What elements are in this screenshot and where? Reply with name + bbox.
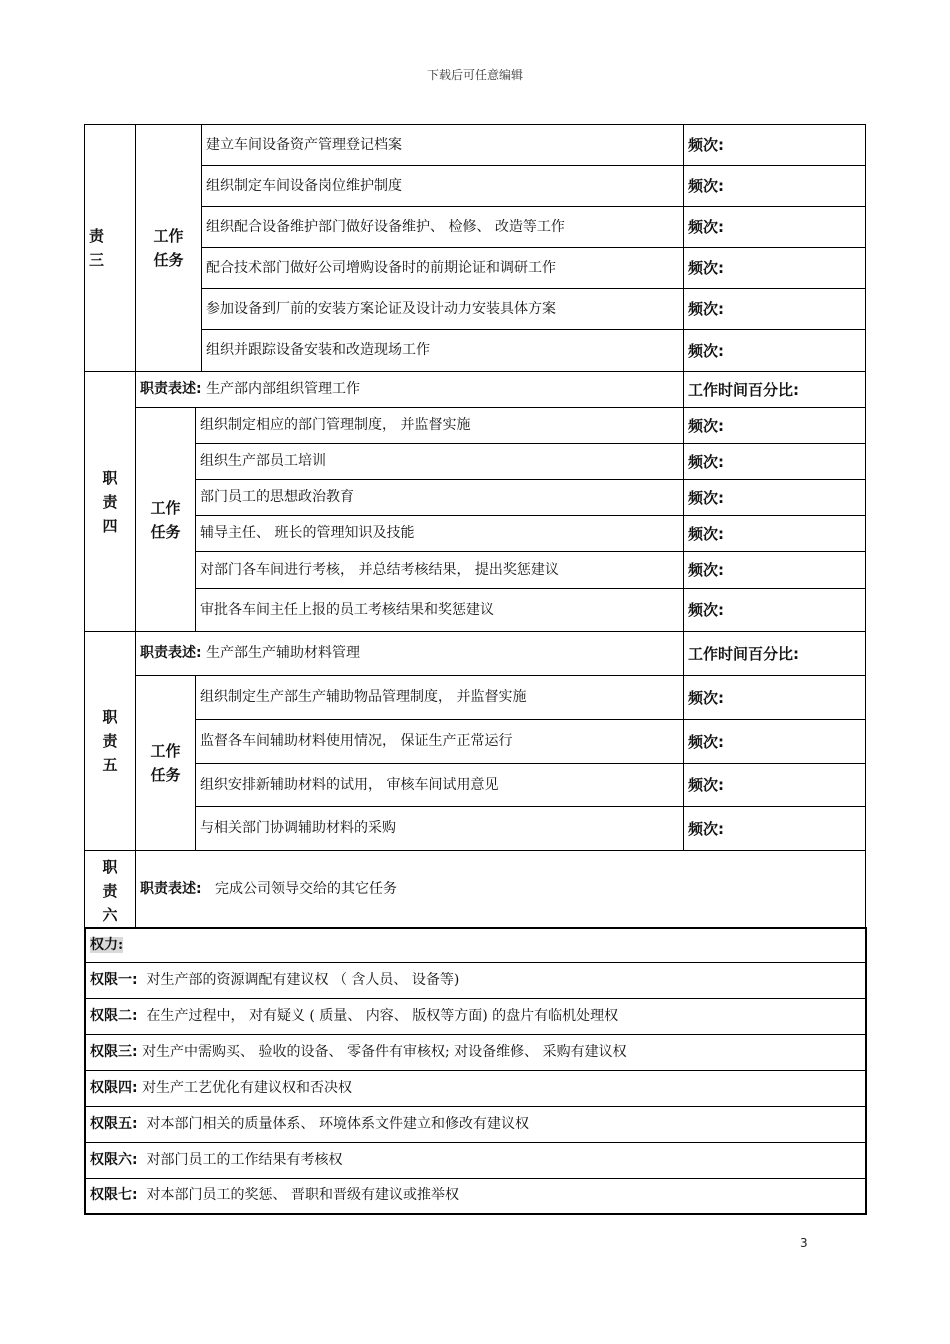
frequency-label: 频次: <box>684 516 866 552</box>
power-label: 权限六: <box>90 1151 138 1168</box>
duty4-description <box>136 372 684 408</box>
task-label-line: 任务 <box>153 251 184 269</box>
frequency-label: 频次: <box>684 589 866 632</box>
duty3-table <box>84 124 866 372</box>
duty3-task: 建立车间设备资产管理登记档案 <box>202 125 684 166</box>
duty3-task: 组织配合设备维护部门做好设备维护、 检修、 改造等工作 <box>202 207 684 248</box>
duty3-label-char: 三 <box>89 251 105 269</box>
duty4-label-char: 四 <box>102 516 118 535</box>
duty5-label <box>85 632 136 851</box>
duty3-task-label <box>136 125 202 372</box>
duty4-table <box>84 371 866 632</box>
task-label-line: 工作 <box>153 227 184 245</box>
power-label: 权限五: <box>90 1115 138 1132</box>
power-label: 权限三: <box>90 1043 138 1060</box>
duty5-task: 监督各车间辅助材料使用情况， 保证生产正常运行 <box>196 720 684 764</box>
power-item <box>85 962 866 998</box>
powers-table <box>84 927 867 1215</box>
duty4-task: 部门员工的思想政治教育 <box>196 480 684 516</box>
frequency-label: 频次: <box>684 764 866 807</box>
power-text: 对生产中需购买、 验收的设备、 零备件有审核权; 对设备维修、 采购有建议权 <box>142 1043 627 1060</box>
frequency-label: 频次: <box>684 807 866 851</box>
power-item <box>85 1142 866 1178</box>
task-label-line: 任务 <box>150 522 181 541</box>
duty4-label-char: 职 <box>102 468 118 487</box>
duty3-label <box>85 125 136 372</box>
power-text: 在生产过程中， 对有疑义 ( 质量、 内容、 版权等方面) 的盘片有临机处理权 <box>146 1007 619 1024</box>
frequency-label: 频次: <box>684 408 866 444</box>
duty5-label-char: 职 <box>102 708 118 726</box>
duty5-description <box>136 632 684 676</box>
frequency-label: 频次: <box>684 166 866 207</box>
frequency-label: 频次: <box>684 444 866 480</box>
duty4-task: 组织制定相应的部门管理制度， 并监督实施 <box>196 408 684 444</box>
frequency-label: 频次: <box>684 552 866 589</box>
duty3-task: 组织制定车间设备岗位维护制度 <box>202 166 684 207</box>
power-label: 权限七: <box>90 1187 138 1204</box>
duty5-task: 组织安排新辅助材料的试用， 审核车间试用意见 <box>196 764 684 807</box>
power-text: 对生产部的资源调配有建议权 （ 含人员、 设备等) <box>146 971 460 988</box>
power-text: 对生产工艺优化有建议权和否决权 <box>142 1079 353 1096</box>
description-label: 职责表述: <box>140 880 202 897</box>
duty3-task: 组织并跟踪设备安装和改造现场工作 <box>202 330 684 372</box>
work-time-percent-label: 工作时间百分比: <box>684 372 866 408</box>
power-label: 权限四: <box>90 1079 138 1096</box>
duty5-label-char: 五 <box>102 756 118 774</box>
duty6-label-char: 六 <box>102 906 118 924</box>
duty4-label <box>85 372 136 632</box>
page-number: 3 <box>800 1236 808 1250</box>
task-label-line: 任务 <box>150 766 181 784</box>
description-label: 职责表述: <box>140 381 202 398</box>
duty3-label-char: 责 <box>89 227 105 245</box>
powers-title-row <box>85 928 866 962</box>
power-item <box>85 1106 866 1142</box>
power-item <box>85 1178 866 1214</box>
duty4-task-label <box>136 408 196 632</box>
duty3-task: 配合技术部门做好公司增购设备时的前期论证和调研工作 <box>202 248 684 289</box>
frequency-label: 频次: <box>684 330 866 372</box>
powers-title: 权力: <box>90 936 124 953</box>
task-label-line: 工作 <box>150 742 181 760</box>
duty5-label-char: 责 <box>102 732 118 750</box>
page-header-note: 下载后可任意编辑 <box>426 68 523 82</box>
duty6-label-char: 职 <box>102 858 118 876</box>
frequency-label: 频次: <box>684 676 866 720</box>
frequency-label: 频次: <box>684 289 866 330</box>
power-label: 权限二: <box>90 1007 138 1024</box>
power-item <box>85 998 866 1034</box>
duty5-table <box>84 631 866 851</box>
duty6-label-char: 责 <box>102 882 118 900</box>
duty5-task-label <box>136 676 196 851</box>
frequency-label: 频次: <box>684 720 866 764</box>
duty6-description <box>136 851 866 928</box>
job-description-document <box>84 124 865 1215</box>
power-text: 对本部门相关的质量体系、 环境体系文件建立和修改有建议权 <box>146 1115 529 1132</box>
frequency-label: 频次: <box>684 480 866 516</box>
duty5-task: 组织制定生产部生产辅助物品管理制度， 并监督实施 <box>196 676 684 720</box>
power-label: 权限一: <box>90 971 138 988</box>
duty4-task: 对部门各车间进行考核， 并总结考核结果， 提出奖惩建议 <box>196 552 684 589</box>
description-label: 职责表述: <box>140 645 202 662</box>
duty4-task: 辅导主任、 班长的管理知识及技能 <box>196 516 684 552</box>
frequency-label: 频次: <box>684 207 866 248</box>
description-text: 完成公司领导交给的其它任务 <box>214 880 397 897</box>
duty4-label-char: 责 <box>102 492 118 511</box>
description-text: 生产部生产辅助材料管理 <box>206 645 361 662</box>
power-item <box>85 1070 866 1106</box>
duty4-task: 审批各车间主任上报的员工考核结果和奖惩建议 <box>196 589 684 632</box>
power-item <box>85 1034 866 1070</box>
duty3-task: 参加设备到厂前的安装方案论证及设计动力安装具体方案 <box>202 289 684 330</box>
task-label-line: 工作 <box>150 498 181 517</box>
description-text: 生产部内部组织管理工作 <box>206 381 361 398</box>
duty6-table <box>84 850 866 928</box>
duty5-task: 与相关部门协调辅助材料的采购 <box>196 807 684 851</box>
power-text: 对部门员工的工作结果有考核权 <box>146 1151 343 1168</box>
frequency-label: 频次: <box>684 125 866 166</box>
frequency-label: 频次: <box>684 248 866 289</box>
duty4-task: 组织生产部员工培训 <box>196 444 684 480</box>
duty6-label <box>85 851 136 928</box>
power-text: 对本部门员工的奖惩、 晋职和晋级有建议或推举权 <box>146 1187 459 1204</box>
work-time-percent-label: 工作时间百分比: <box>684 632 866 676</box>
